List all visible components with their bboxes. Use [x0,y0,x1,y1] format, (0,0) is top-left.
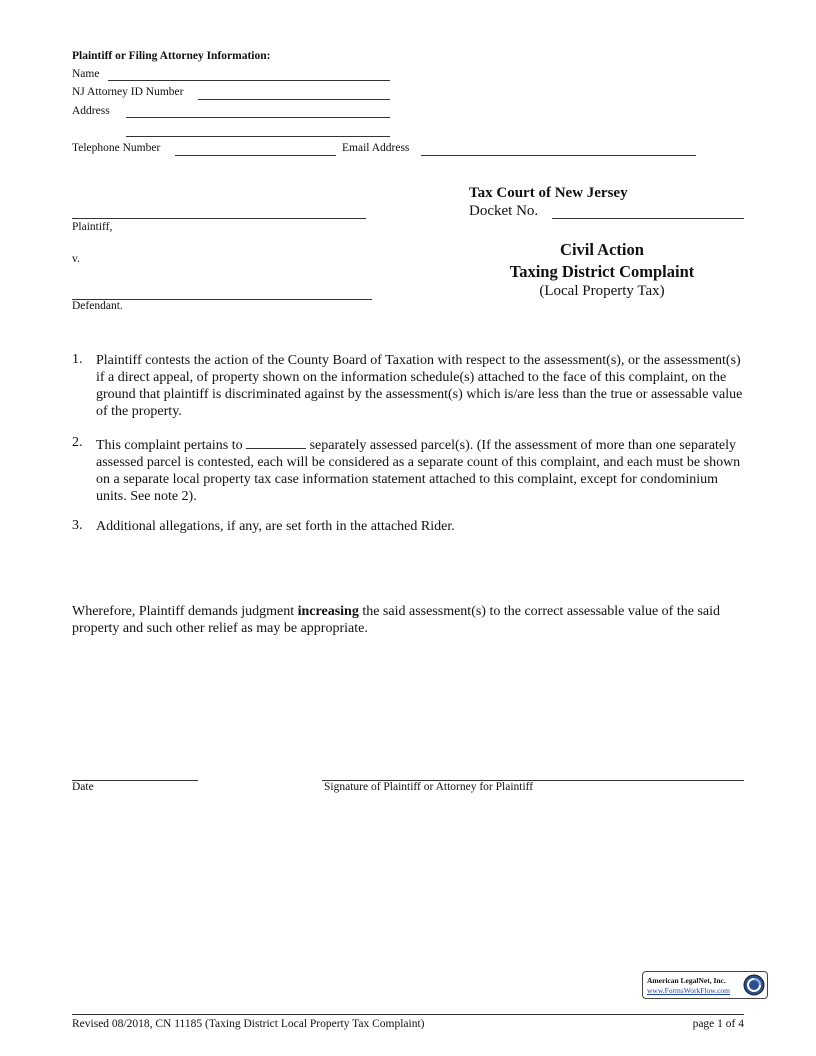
paragraph-1-number: 1. [72,352,83,367]
plaintiff-label: Plaintiff, [72,221,113,233]
title-civil-action: Civil Action [560,240,644,259]
date-label: Date [72,781,94,793]
docket-label: Docket No. [469,203,539,219]
attorney-id-label: NJ Attorney ID Number [72,86,184,98]
docket-number-field[interactable] [552,218,744,219]
name-field[interactable] [108,80,390,81]
email-label: Email Address [342,142,410,154]
badge-url[interactable]: www.FormsWorkFlow.com [647,986,731,995]
defendant-label: Defendant. [72,300,123,312]
versus-label: v. [72,253,80,265]
badge-company: American LegalNet, Inc. [647,976,726,985]
address-field-line-2[interactable] [126,136,390,137]
paragraph-3-text: Additional allegations, if any, are set forth in the attached Rider. [96,519,455,534]
paragraph-1-text: Plaintiff contests the action of the County Board of Taxation with respect to the assessment(s), or the assessment(s) if a direct appeal, of property shown on the information schedule(s) attached to the face of this complaint, on the ground that plaintiff is discriminated against by the assessment(s) which is/are less than the true or assessable value of the property. [96,353,743,419]
paragraph-2-text [96,435,744,505]
wherefore-clause [72,603,744,637]
paragraph-2-text-before: This complaint pertains to [96,438,243,453]
footer-revision: Revised 08/2018, CN 11185 (Taxing District Local Property Tax Complaint) [72,1018,425,1030]
address-label: Address [72,105,110,117]
legalnet-badge[interactable] [642,971,768,999]
paragraph-2-number: 2. [72,435,83,450]
plaintiff-name-field[interactable] [72,218,366,219]
paragraph-2-text-after: separately assessed parcel(s). (If the assessment of more than one separately assessed parcel is contested, each will be considered as a separate count of this complaint, and each must be shown on a separate local property tax case information statement attached to this complaint, except for condominium units. See note 2). [96,438,741,504]
telephone-label: Telephone Number [72,142,161,154]
paragraph-3-number: 3. [72,518,83,533]
wherefore-after: the said assessment(s) to the correct assessable value of the said property and such other relief as may be appropriate. [72,604,720,636]
court-name: Tax Court of New Jersey [469,185,628,201]
signature-label: Signature of Plaintiff or Attorney for Plaintiff [324,781,534,793]
wherefore-before: Wherefore, Plaintiff demands judgment [72,604,295,619]
email-field[interactable] [421,155,696,156]
name-label: Name [72,68,100,80]
footer-page-number: page 1 of 4 [692,1018,744,1030]
title-subtitle: (Local Property Tax) [539,283,665,299]
address-field-line-1[interactable] [126,117,390,118]
attorney-info-heading: Plaintiff or Filing Attorney Information: [72,50,271,62]
attorney-id-field[interactable] [198,99,390,100]
footer-rule [72,1014,744,1015]
wherefore-emphasis: increasing [297,604,359,619]
title-complaint-type: Taxing District Complaint [509,262,695,281]
telephone-field[interactable] [175,155,336,156]
parcel-count-field[interactable] [246,435,306,449]
globe-logo-icon [743,974,765,996]
